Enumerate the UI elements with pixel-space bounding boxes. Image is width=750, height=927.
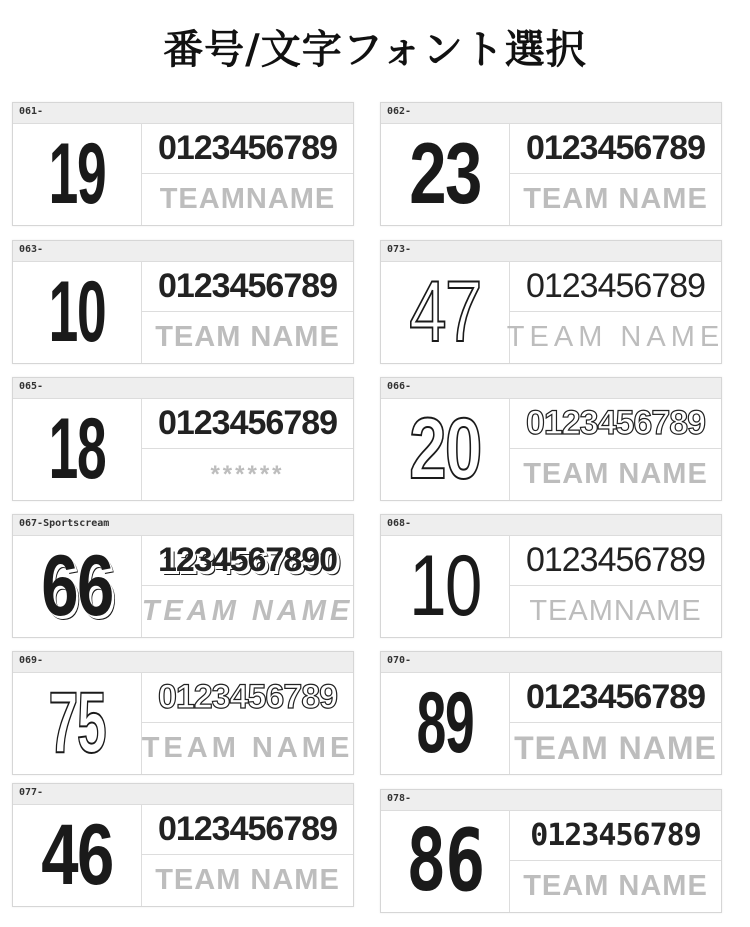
sample-team-name: TEAM NAME	[155, 321, 340, 353]
font-card-070[interactable]	[380, 651, 722, 775]
font-card-078[interactable]	[380, 789, 722, 913]
sample-number: 89	[416, 675, 474, 771]
font-code: 066-	[387, 381, 412, 392]
font-code: 065-	[19, 381, 44, 392]
sample-digits: 0123456789	[142, 261, 353, 312]
sample-digits: 0123456789	[510, 535, 721, 586]
sample-digits: 0123456789	[142, 398, 353, 449]
font-code-bar	[381, 378, 721, 399]
sample-digits: 0123456789	[510, 123, 721, 174]
sample-team-name: TEAM NAME	[514, 730, 717, 766]
sample-team-name: ******	[210, 460, 285, 488]
font-code-bar	[381, 103, 721, 124]
sample-number: 23	[409, 126, 481, 222]
sample-digits: 0123456789	[510, 672, 721, 723]
sample-number: 66	[41, 538, 113, 634]
font-code-bar	[381, 515, 721, 536]
font-card-063[interactable]	[12, 240, 354, 364]
font-code: 073-	[387, 244, 412, 255]
font-card-065[interactable]	[12, 377, 354, 501]
font-code-bar	[13, 784, 353, 805]
font-code: 077-	[19, 787, 44, 798]
font-code-bar	[13, 241, 353, 262]
font-code: 063-	[19, 244, 44, 255]
sample-team-name: TEAM NAME	[141, 595, 354, 627]
font-code-bar	[13, 652, 353, 673]
sample-team-name: TEAMNAME	[529, 595, 702, 627]
sample-digits: 0123456789	[142, 804, 353, 855]
font-code: 069-	[19, 655, 44, 666]
font-code: 070-	[387, 655, 412, 666]
font-card-077[interactable]	[12, 783, 354, 907]
sample-team-name: TEAM NAME	[506, 321, 725, 353]
font-code: 068-	[387, 518, 412, 529]
sample-digits: 0123456789	[510, 810, 721, 861]
sample-number: 20	[409, 401, 481, 497]
font-code: 061-	[19, 106, 44, 117]
font-card-066[interactable]	[380, 377, 722, 501]
sample-number: 19	[48, 126, 106, 222]
sample-digits: 0123456789	[142, 672, 353, 723]
sample-number: 75	[48, 675, 106, 771]
font-card-067[interactable]	[12, 514, 354, 638]
sample-digits: 1234567890	[142, 535, 353, 586]
font-card-068[interactable]	[380, 514, 722, 638]
sample-team-name: TEAM NAME	[523, 870, 708, 902]
font-code-bar	[13, 378, 353, 399]
sample-digits: 0123456789	[510, 398, 721, 449]
font-code-bar	[381, 652, 721, 673]
font-code: 062-	[387, 106, 412, 117]
font-card-069[interactable]	[12, 651, 354, 775]
font-card-073[interactable]	[380, 240, 725, 364]
sample-team-name: TEAM NAME	[523, 183, 708, 215]
page-title: 番号/文字フォント選択	[163, 26, 587, 73]
sample-number: 46	[41, 807, 113, 903]
sample-team-name: TEAM NAME	[141, 732, 354, 764]
sample-team-name: TEAM NAME	[523, 458, 708, 490]
sample-number: 10	[409, 538, 481, 634]
font-card-062[interactable]	[380, 102, 722, 226]
font-code-bar	[381, 241, 721, 262]
font-code: 078-	[387, 793, 412, 804]
sample-number: 86	[406, 811, 484, 911]
sample-number: 10	[48, 264, 106, 360]
sample-number: 18	[48, 401, 106, 497]
font-code-bar	[381, 790, 721, 811]
sample-digits: 0123456789	[510, 261, 721, 312]
font-card-061[interactable]	[12, 102, 354, 226]
font-code-bar	[13, 103, 353, 124]
sample-team-name: TEAMNAME	[159, 183, 336, 215]
font-code: 067-Sportscream	[19, 518, 110, 529]
sample-number: 47	[409, 264, 481, 360]
sample-team-name: TEAM NAME	[155, 864, 340, 896]
sample-digits: 0123456789	[142, 123, 353, 174]
